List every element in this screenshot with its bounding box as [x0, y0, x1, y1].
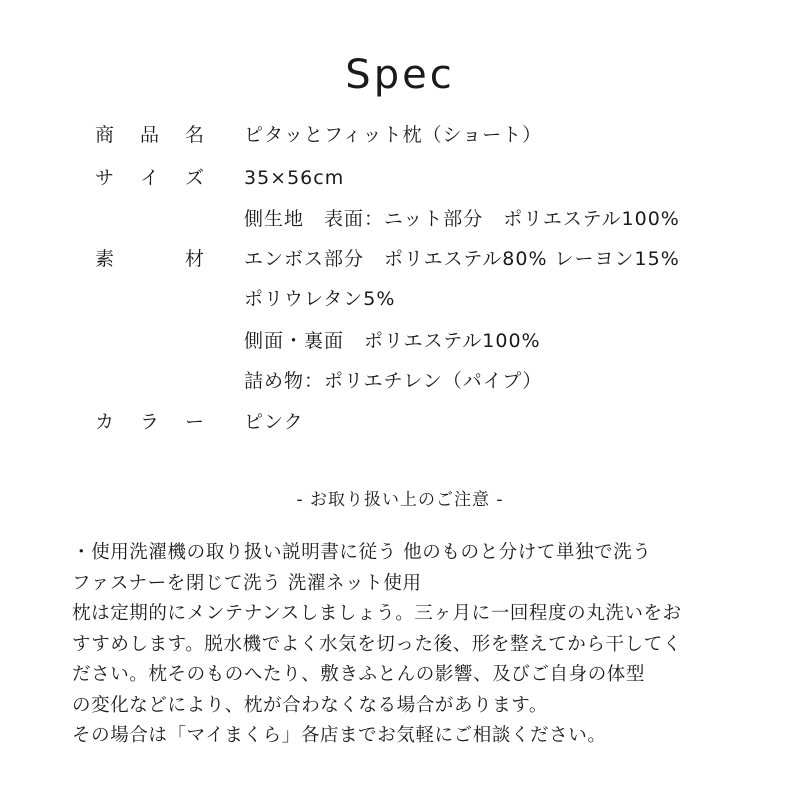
spec-row-material-line-4 [0, 326, 800, 356]
spec-row-material-line-5 [0, 366, 800, 396]
notice-line: ださい。枕そのものへたり、敷きふとんの影響、及びご自身の体型 [72, 664, 646, 685]
spec-value-material-line: 側面・裏面 ポリエステル100% [244, 330, 541, 352]
spec-value-color: ピンク [244, 411, 304, 433]
label-char: サ [95, 167, 116, 189]
notice-line: の変化などにより、枕が合わなくなる場合があります。 [72, 694, 549, 716]
spec-row-product-name [0, 120, 800, 150]
spec-value-material-line: 詰め物：ポリエチレン（パイプ） [244, 370, 543, 392]
notice-line: すすめします。脱水機でよく水気を切った後、形を整えてから干してく [72, 633, 682, 655]
label-char: ズ [184, 167, 205, 189]
spec-row-material [0, 244, 800, 274]
notice-line: ファスナーを閉じて洗う 洗濯ネット使用 [72, 572, 422, 594]
label-char: 材 [184, 248, 205, 270]
spec-label-color [95, 407, 205, 437]
notice-line: ・使用洗濯機の取り扱い説明書に従う 他のものと分けて単独で洗う [72, 542, 652, 563]
label-char: カ [95, 411, 116, 433]
label-char: イ [139, 167, 160, 189]
label-char: ラ [139, 411, 160, 433]
spec-row-size [0, 163, 800, 193]
spec-label-material [95, 244, 205, 274]
notice-heading: - お取り扱い上のご注意 - [296, 490, 504, 510]
label-char: 名 [184, 124, 205, 146]
spec-value-material-line: 側生地 表面：ニット部分 ポリエステル100% [244, 208, 680, 230]
notice-line: 枕は定期的にメンテナンスしましょう。三ヶ月に一回程度の丸洗いをお [72, 603, 682, 624]
spec-row-material-line-3 [0, 284, 800, 314]
spec-value-material-line: ポリウレタン5% [244, 288, 396, 310]
spec-value-material-line: エンボス部分 ポリエステル80% レーヨン15% [244, 248, 680, 270]
notice-line: その場合は「マイまくら」各店までお気軽にご相談ください。 [72, 725, 607, 746]
label-char: 商 [95, 124, 116, 146]
notice-body [72, 538, 742, 752]
spec-label-product-name [95, 120, 205, 150]
spec-value-size: 35×56cm [244, 167, 345, 189]
label-char: 素 [95, 248, 116, 270]
spec-row-color [0, 407, 800, 437]
label-char: 品 [139, 124, 160, 146]
spec-value-product-name: ピタッとフィット枕（ショート） [244, 124, 543, 146]
page-title: Spec [345, 52, 455, 98]
spec-label-size [95, 163, 205, 193]
spec-row-material-line-1 [0, 204, 800, 234]
label-char: ー [184, 411, 205, 433]
